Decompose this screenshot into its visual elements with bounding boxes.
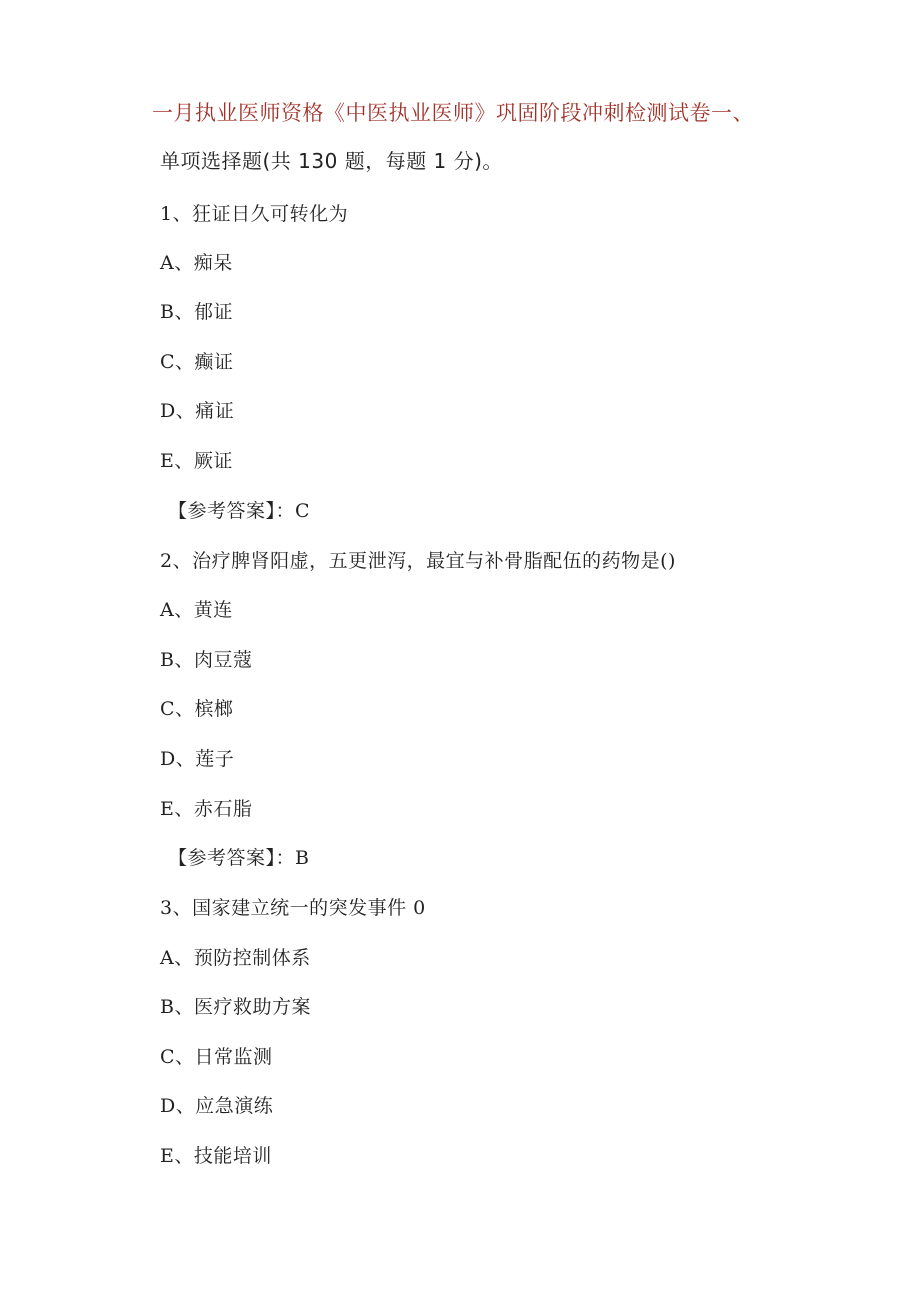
question-1-option-b: B、郁证 bbox=[160, 301, 233, 323]
question-1-answer: 【参考答案】：C bbox=[168, 500, 311, 522]
question-3-option-b: B、医疗救助方案 bbox=[160, 996, 311, 1018]
question-stem-3: 3、国家建立统一的突发事件 0 bbox=[160, 897, 426, 919]
question-2-option-a: A、黄连 bbox=[160, 599, 233, 621]
question-2-option-b: B、肉豆蔻 bbox=[160, 649, 253, 671]
question-3-option-c: C、日常监测 bbox=[160, 1046, 273, 1068]
question-1-option-d: D、痛证 bbox=[160, 400, 235, 422]
question-2-answer: 【参考答案】：B bbox=[168, 847, 310, 869]
question-stem-1: 1、狂证日久可转化为 bbox=[160, 203, 349, 225]
question-stem-2: 2、治疗脾肾阳虚，五更泄泻，最宜与补骨脂配伍的药物是() bbox=[160, 550, 676, 572]
question-2-option-d: D、莲子 bbox=[160, 748, 235, 770]
question-1-option-c: C、癫证 bbox=[160, 351, 234, 373]
document-title: 一月执业医师资格《中医执业医师》巩固阶段冲刺检测试卷一、 bbox=[152, 101, 754, 125]
question-3-option-d: D、应急演练 bbox=[160, 1095, 274, 1117]
question-1-option-e: E、厥证 bbox=[160, 450, 233, 472]
question-2-option-e: E、赤石脂 bbox=[160, 798, 253, 820]
question-3-option-a: A、预防控制体系 bbox=[160, 947, 311, 969]
question-3-option-e: E、技能培训 bbox=[160, 1145, 272, 1167]
question-1-option-a: A、痴呆 bbox=[160, 252, 233, 274]
section-heading: 单项选择题(共 130 题，每题 1 分)。 bbox=[160, 149, 503, 173]
question-2-option-c: C、槟榔 bbox=[160, 698, 234, 720]
